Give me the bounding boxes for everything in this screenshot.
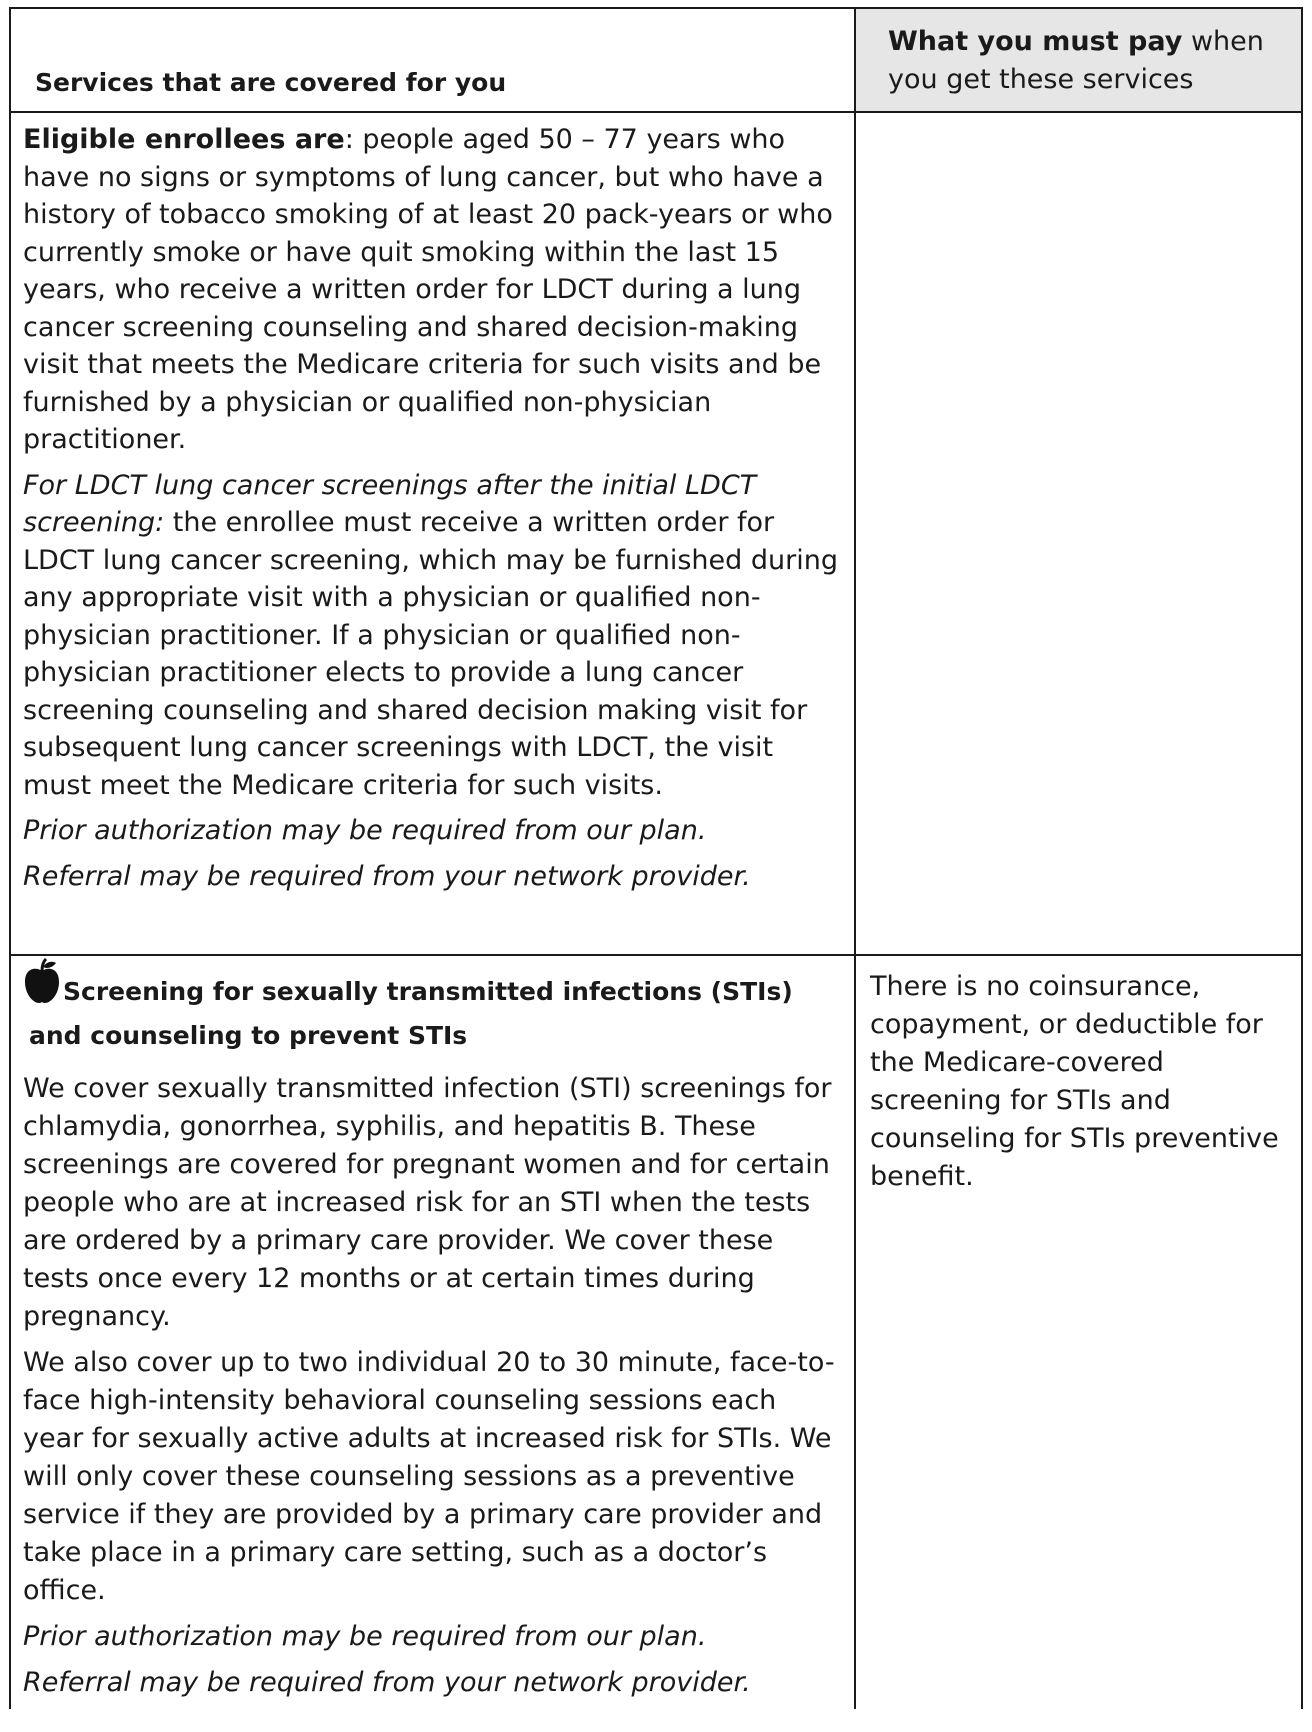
benefits-table (9, 7, 1303, 1732)
sti-title-line2 (23, 1014, 842, 1058)
lung-eligible-paragraph (23, 121, 842, 459)
sti-prior-auth (23, 1618, 842, 1656)
sti-title-line1 (23, 958, 842, 1014)
header-pay-bold: What you must pay (888, 26, 1183, 57)
lung-services-cell (9, 113, 856, 954)
sti-referral (23, 1664, 842, 1702)
lung-pay-cell (856, 113, 1303, 954)
sti-pay-cell (856, 956, 1303, 1709)
table-header-row (9, 7, 1303, 113)
table-row-sti-screening (9, 956, 1303, 1709)
lung-subsequent-text: the enrollee must receive a written order for LDCT lung cancer screening, which may be furnished during any appropriate visit with a physician or qualified non-physician practitioner. If a physician or qualified non-physician practitioner elects to provide a lung cancer screening counseling and shared decision making visit for subsequent lung cancer screenings with LDCT, the visit must meet the Medicare criteria for such visits. (23, 507, 838, 801)
lung-eligible-bold: Eligible enrollees are (23, 124, 345, 155)
sti-paragraph-2: We also cover up to two individual 20 to 30 minute, face-to-face high-intensity behavioral counseling sessions each year for sexually active adults at increased risk for STIs. We will only cover these counseling sessions as a preventive service if they are provided by a primary care provider and take place in a primary care setting, such as a doctor’s office. (23, 1347, 835, 1606)
header-pay-label (888, 23, 1287, 99)
table-row-lung-screening (9, 113, 1303, 956)
apple-icon (23, 958, 61, 1004)
sti-title-text-1: Screening for sexually transmitted infections (STIs) (63, 977, 793, 1006)
header-services-cell (9, 9, 856, 111)
lung-prior-auth (23, 812, 842, 850)
lung-eligible-text: : people aged 50 – 77 years who have no signs or symptoms of lung cancer, but who have a history of tobacco smoking of at least 20 pack-years or who currently smoke or have quit smoking within the last 15 years, who receive a written order for LDCT during a lung cancer screening counseling and shared decision-making visit that meets the Medicare criteria for such visits and be furnished by a physician or qualified non-physician practitioner. (23, 124, 833, 455)
sti-cost-text: There is no coinsurance, copayment, or deductible for the Medicare-covered screening for STIs and counseling for STIs preventive benefit. (870, 971, 1279, 1192)
sti-paragraph-1: We cover sexually transmitted infection (STI) screenings for chlamydia, gonorrhea, syphilis, and hepatitis B. These screenings are covered for pregnant women and for certain people who are at increased risk for an STI when the tests are ordered by a primary care provider. We cover these tests once every 12 months or at certain times during pregnancy. (23, 1073, 832, 1332)
header-pay-cell (856, 9, 1303, 111)
sti-referral-text: Referral may be required from your network provider. (23, 1666, 751, 1698)
sti-prior-auth-text: Prior authorization may be required from our plan. (23, 1621, 707, 1652)
header-pay-rest: when you get these services (888, 26, 1264, 95)
lung-referral (23, 858, 842, 896)
lung-prior-auth-text: Prior authorization may be required from our plan. (23, 815, 707, 846)
lung-referral-text: Referral may be required from your network provider. (23, 860, 751, 892)
lung-subsequent-italic: For LDCT lung cancer screenings after the initial LDCT screening: (23, 469, 757, 538)
sti-title-text-2: and counseling to prevent STIs (29, 1021, 468, 1050)
sti-services-cell (9, 956, 856, 1709)
header-services-label: Services that are covered for you (35, 68, 507, 97)
lung-subsequent-paragraph (23, 467, 842, 805)
